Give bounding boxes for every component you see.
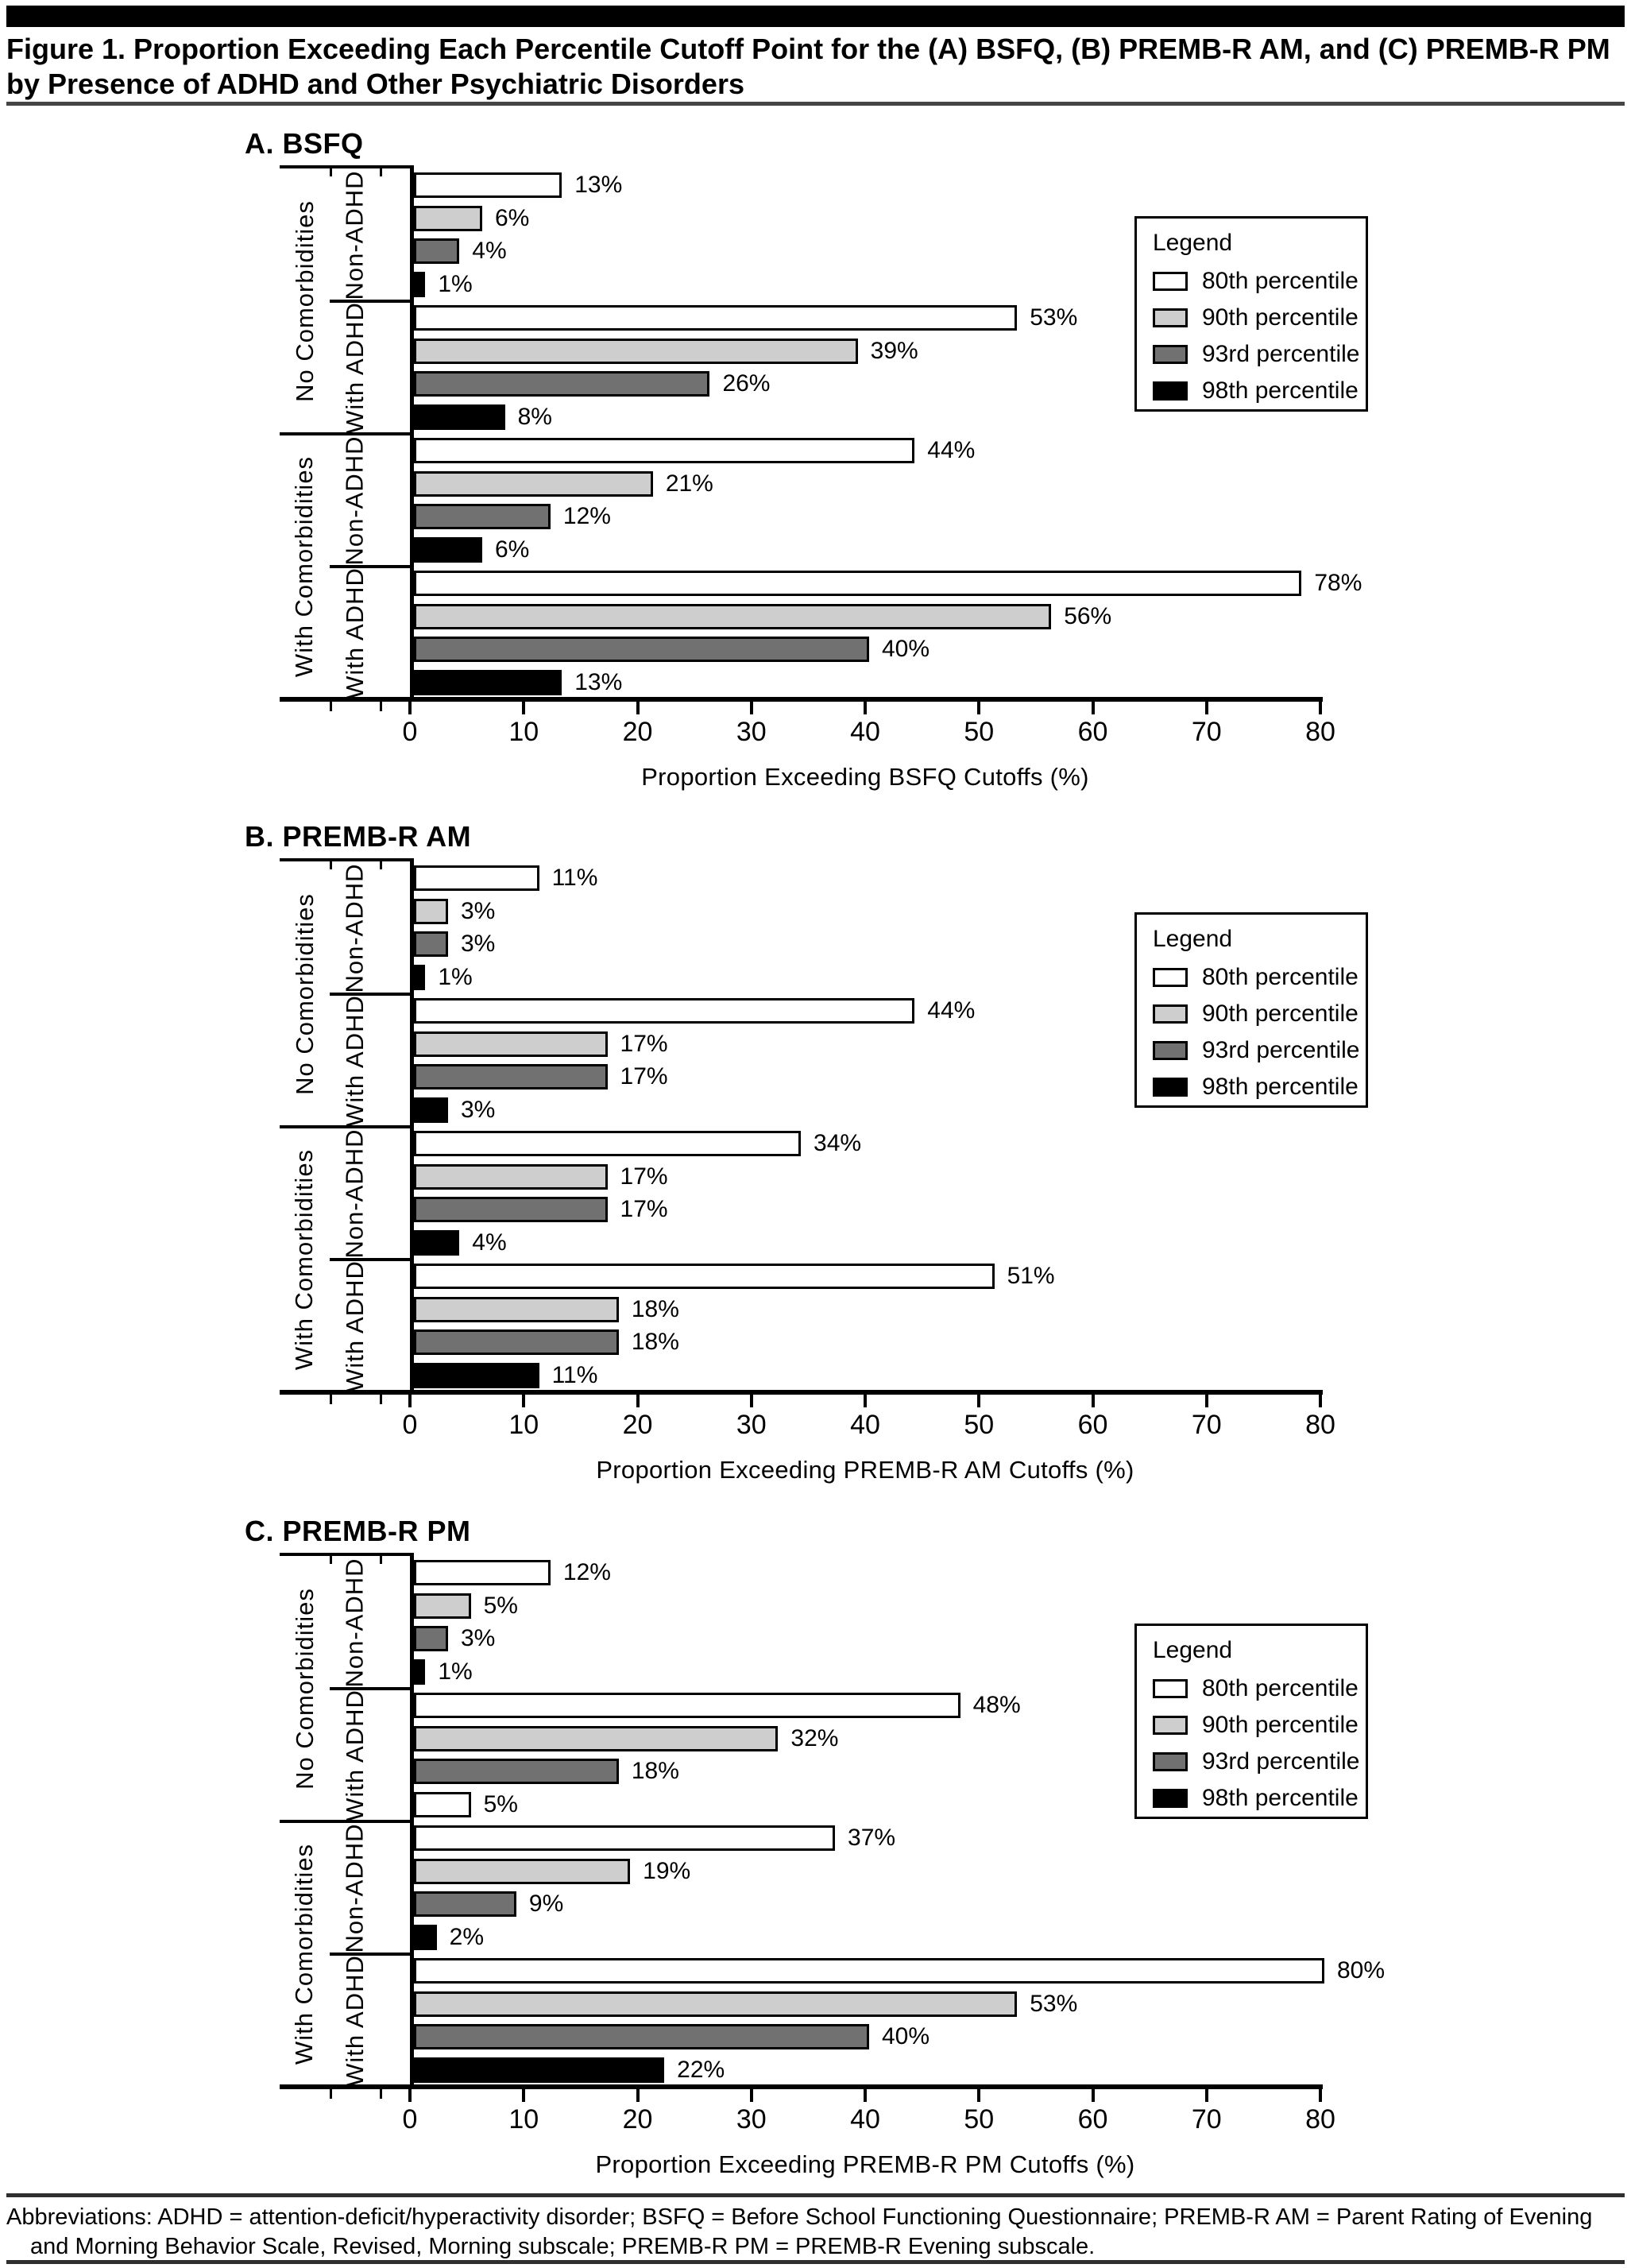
- bar-90th-percentile: [414, 1726, 778, 1751]
- bar-value-label: 3%: [460, 897, 496, 924]
- bar-98th-percentile: [414, 272, 425, 297]
- outer-group-label: With Comorbidities: [290, 455, 319, 678]
- bar-value-label: 19%: [643, 1857, 691, 1884]
- footer-rule-top: [6, 2193, 1625, 2197]
- x-axis-tick-label: 40: [850, 717, 880, 747]
- x-axis-tick-label: 80: [1305, 717, 1335, 747]
- subgroup-label: With ADHD: [340, 1260, 369, 1392]
- bar-93rd-percentile: [414, 1759, 619, 1784]
- legend-swatch-98th-percentile: [1153, 1789, 1188, 1808]
- bar-90th-percentile: [414, 471, 653, 497]
- bar-value-label: 78%: [1314, 569, 1362, 596]
- bar-value-label: 48%: [972, 1691, 1021, 1718]
- bar-value-label: 12%: [562, 503, 611, 530]
- bar-80th-percentile: [414, 1693, 960, 1718]
- bar-value-label: 12%: [562, 1558, 611, 1585]
- x-axis-minor-tick: [380, 2089, 382, 2099]
- title-rule: [6, 102, 1625, 106]
- bar-80th-percentile: [414, 172, 562, 198]
- bar-value-label: 44%: [927, 997, 976, 1024]
- subgroup-label: Non-ADHD: [340, 1128, 369, 1259]
- bar-90th-percentile: [414, 1593, 471, 1619]
- bar-value-label: 6%: [494, 204, 530, 231]
- x-axis-tick: [408, 1395, 412, 1407]
- outer-group-label-wrap: [280, 861, 330, 1127]
- bar-80th-percentile: [414, 305, 1017, 331]
- legend-item: [1153, 1744, 1360, 1780]
- x-axis-line: [280, 2084, 1323, 2089]
- x-axis-tick: [1319, 702, 1322, 714]
- x-axis-tick: [977, 1395, 980, 1407]
- x-axis-minor-tick: [330, 702, 332, 711]
- abbreviations-note: Abbreviations: ADHD = attention-deficit/hyperactivity disorder; BSFQ = Before School Functioning Questionnaire; PREMB-R AM = Parent Rating of Evening and Morning Behavior Scale, Revised, Morning subscale; PREMB-R PM = PREMB-R Evening subscale.: [6, 2204, 1593, 2259]
- panel-c-plot: [0, 1515, 1631, 2198]
- x-axis-tick-label: 30: [736, 2104, 767, 2134]
- outer-group-label: With Comorbidities: [290, 1148, 319, 1371]
- bar-value-label: 6%: [494, 536, 530, 563]
- bar-98th-percentile: [414, 1230, 459, 1256]
- bar-value-label: 18%: [631, 1758, 679, 1785]
- bar-value-label: 17%: [620, 1196, 668, 1223]
- legend-item: [1153, 1780, 1359, 1817]
- bar-value-label: 11%: [551, 864, 598, 891]
- bar-90th-percentile: [414, 1031, 608, 1057]
- bar-80th-percentile: [414, 571, 1301, 596]
- subgroup-label: Non-ADHD: [340, 435, 369, 566]
- x-axis-tick: [1205, 702, 1208, 714]
- bracket-notch: [380, 168, 382, 176]
- x-axis-title: Proportion Exceeding PREMB-R AM Cutoffs (%): [596, 1456, 1134, 1484]
- x-axis-minor-tick: [380, 702, 382, 711]
- x-axis-tick-label: 30: [736, 717, 767, 747]
- legend-item: [1153, 336, 1360, 373]
- legend-item-label: 98th percentile: [1202, 377, 1359, 404]
- subgroup-label: With ADHD: [340, 567, 369, 699]
- bar-value-label: 1%: [438, 1658, 473, 1686]
- x-axis-tick-label: 10: [508, 717, 539, 747]
- x-axis-tick-label: 70: [1191, 717, 1222, 747]
- bar-value-label: 40%: [882, 2023, 930, 2050]
- bar-80th-percentile: [414, 1131, 801, 1156]
- bar-value-label: 1%: [438, 964, 473, 991]
- subgroup-label-wrap: [330, 861, 380, 994]
- bar-80th-percentile: [414, 1264, 995, 1289]
- bar-value-label: 3%: [460, 1097, 496, 1124]
- bar-value-label: 53%: [1030, 304, 1078, 331]
- x-axis-tick-label: 10: [508, 1410, 539, 1440]
- x-axis-tick: [864, 2089, 867, 2102]
- outer-group-label-wrap: [280, 434, 330, 699]
- legend-title: Legend: [1153, 926, 1233, 952]
- x-axis-tick: [977, 2089, 980, 2102]
- panel-a-plot: [0, 127, 1631, 811]
- x-axis-tick-label: 30: [736, 1410, 767, 1440]
- bar-93rd-percentile: [414, 238, 459, 264]
- bar-value-label: 5%: [483, 1592, 518, 1619]
- bar-value-label: 9%: [528, 1891, 564, 1918]
- bar-80th-percentile: [414, 865, 539, 891]
- x-axis-tick-label: 80: [1305, 1410, 1335, 1440]
- bar-value-label: 8%: [517, 404, 552, 431]
- bar-98th-percentile: [414, 670, 562, 695]
- bar-value-label: 17%: [620, 1030, 668, 1057]
- x-axis-line: [280, 1390, 1323, 1395]
- bar-value-label: 56%: [1064, 602, 1112, 629]
- x-axis-tick: [977, 702, 980, 714]
- x-axis-tick-label: 60: [1077, 717, 1108, 747]
- bar-90th-percentile: [414, 1164, 608, 1190]
- legend-item-label: 80th percentile: [1202, 268, 1359, 294]
- x-axis-tick: [522, 2089, 525, 2102]
- legend-item: [1153, 1670, 1359, 1707]
- legend-box: [1134, 912, 1368, 1108]
- bar-90th-percentile: [414, 1991, 1017, 2017]
- bar-98th-percentile: [414, 1792, 471, 1817]
- bar-93rd-percentile: [414, 504, 551, 529]
- bar-98th-percentile: [414, 2057, 664, 2083]
- x-axis-minor-tick: [380, 1395, 382, 1404]
- bar-80th-percentile: [414, 1560, 551, 1585]
- legend-item-label: 93rd percentile: [1202, 1748, 1360, 1775]
- subgroup-label: With ADHD: [340, 994, 369, 1127]
- bar-value-label: 17%: [620, 1063, 668, 1090]
- bar-80th-percentile: [414, 1958, 1324, 1984]
- bar-98th-percentile: [414, 1925, 437, 1950]
- bar-93rd-percentile: [414, 637, 869, 662]
- subgroup-label-wrap: [330, 1821, 380, 1954]
- bar-93rd-percentile: [414, 2024, 869, 2049]
- bar-93rd-percentile: [414, 1329, 619, 1355]
- legend-item-label: 90th percentile: [1202, 304, 1359, 331]
- bar-90th-percentile: [414, 206, 482, 231]
- panel-b-premb-r-am: [0, 820, 1631, 1504]
- subgroup-label-wrap: [330, 1689, 380, 1821]
- bar-98th-percentile: [414, 1363, 539, 1388]
- bar-value-label: 18%: [631, 1329, 679, 1356]
- outer-group-label-wrap: [280, 1127, 330, 1392]
- x-axis-tick: [636, 2089, 640, 2102]
- subgroup-label-wrap: [330, 1954, 380, 2087]
- x-axis-tick: [1092, 702, 1095, 714]
- x-axis-tick-label: 0: [402, 717, 418, 747]
- x-axis-tick-label: 70: [1191, 1410, 1222, 1440]
- x-axis-tick: [1205, 2089, 1208, 2102]
- bar-90th-percentile: [414, 604, 1051, 629]
- bar-value-label: 4%: [472, 1229, 507, 1256]
- subgroup-label: With ADHD: [340, 1689, 369, 1821]
- x-axis-tick: [408, 2089, 412, 2102]
- bar-93rd-percentile: [414, 1626, 448, 1651]
- outer-group-label: With Comorbidities: [290, 1843, 319, 2065]
- x-axis-line: [280, 697, 1323, 702]
- legend-box: [1134, 1624, 1368, 1819]
- legend-swatch-93rd-percentile: [1153, 345, 1188, 364]
- bar-98th-percentile: [414, 537, 482, 563]
- legend-item-label: 93rd percentile: [1202, 341, 1360, 367]
- subgroup-label-wrap: [330, 1127, 380, 1260]
- bar-90th-percentile: [414, 899, 448, 924]
- legend-swatch-80th-percentile: [1153, 1679, 1188, 1698]
- x-axis-tick: [750, 1395, 753, 1407]
- bar-98th-percentile: [414, 1659, 425, 1685]
- bar-98th-percentile: [414, 965, 425, 990]
- bar-90th-percentile: [414, 1297, 619, 1322]
- x-axis-tick-label: 50: [964, 717, 995, 747]
- bar-value-label: 3%: [460, 1625, 496, 1652]
- legend-swatch-98th-percentile: [1153, 1078, 1188, 1097]
- bar-value-label: 1%: [438, 271, 473, 298]
- x-axis-tick: [1092, 2089, 1095, 2102]
- subgroup-label: Non-ADHD: [340, 1822, 369, 1953]
- x-axis-tick: [1319, 1395, 1322, 1407]
- bar-98th-percentile: [414, 404, 505, 430]
- legend-item-label: 80th percentile: [1202, 1675, 1359, 1701]
- bar-value-label: 11%: [551, 1362, 598, 1389]
- bar-90th-percentile: [414, 339, 858, 364]
- x-axis-tick-label: 10: [508, 2104, 539, 2134]
- panel-a-bsfq: [0, 127, 1631, 811]
- x-axis-tick-label: 60: [1077, 2104, 1108, 2134]
- bracket-notch: [380, 861, 382, 869]
- x-axis-tick: [522, 1395, 525, 1407]
- bar-80th-percentile: [414, 438, 914, 463]
- figure-title: Figure 1. Proportion Exceeding Each Percentile Cutoff Point for the (A) BSFQ, (B) PREMB-R AM, and (C) PREMB-R PM by Presence of ADHD and Other Psychiatric Disorders: [6, 33, 1610, 100]
- bar-value-label: 3%: [460, 931, 496, 958]
- bar-value-label: 13%: [574, 669, 623, 696]
- subgroup-label-wrap: [330, 168, 380, 301]
- legend-swatch-80th-percentile: [1153, 968, 1188, 987]
- panel-title-b: B. PREMB-R AM: [245, 820, 472, 853]
- x-axis-tick-label: 70: [1191, 2104, 1222, 2134]
- x-axis-tick: [1092, 1395, 1095, 1407]
- legend-swatch-93rd-percentile: [1153, 1752, 1188, 1771]
- legend-item: [1153, 996, 1359, 1032]
- legend-item: [1153, 373, 1359, 409]
- legend-box: [1134, 216, 1368, 412]
- legend-title: Legend: [1153, 230, 1233, 256]
- x-axis-tick-label: 0: [402, 2104, 418, 2134]
- bar-93rd-percentile: [414, 1064, 608, 1089]
- legend-item-label: 90th percentile: [1202, 1712, 1359, 1738]
- bar-93rd-percentile: [414, 1197, 608, 1222]
- x-axis-tick: [522, 702, 525, 714]
- x-axis-tick-label: 20: [622, 717, 653, 747]
- bar-value-label: 39%: [870, 337, 918, 364]
- panel-title-c: C. PREMB-R PM: [245, 1515, 471, 1547]
- x-axis-tick-label: 40: [850, 2104, 880, 2134]
- x-axis-tick-label: 0: [402, 1410, 418, 1440]
- x-axis-tick: [636, 1395, 640, 1407]
- x-axis-tick: [750, 2089, 753, 2102]
- bar-value-label: 53%: [1030, 1990, 1078, 2017]
- bar-93rd-percentile: [414, 931, 448, 957]
- footer-rule-bottom: [6, 2260, 1625, 2264]
- legend-swatch-80th-percentile: [1153, 272, 1188, 291]
- bar-value-label: 4%: [472, 238, 507, 265]
- panel-b-plot: [0, 820, 1631, 1504]
- legend-item: [1153, 1707, 1359, 1744]
- panel-title-a: A. BSFQ: [245, 127, 364, 160]
- subgroup-label: Non-ADHD: [340, 169, 369, 300]
- legend-swatch-90th-percentile: [1153, 1004, 1188, 1024]
- x-axis-tick: [750, 702, 753, 714]
- x-axis-tick-label: 50: [964, 1410, 995, 1440]
- x-axis-tick-label: 20: [622, 1410, 653, 1440]
- outer-group-label: No Comorbidities: [290, 200, 319, 402]
- legend-swatch-90th-percentile: [1153, 1716, 1188, 1735]
- subgroup-label: With ADHD: [340, 1954, 369, 2087]
- legend-item: [1153, 1069, 1359, 1105]
- legend-title: Legend: [1153, 1637, 1233, 1663]
- legend-item-label: 98th percentile: [1202, 1074, 1359, 1100]
- bar-value-label: 13%: [574, 171, 623, 198]
- bar-value-label: 80%: [1337, 1956, 1386, 1984]
- x-axis-tick: [1319, 2089, 1322, 2102]
- x-axis-minor-tick: [330, 2089, 332, 2099]
- bracket-notch: [380, 1556, 382, 1564]
- x-axis-tick: [408, 702, 412, 714]
- subgroup-label-wrap: [330, 434, 380, 567]
- bar-value-label: 2%: [449, 1924, 484, 1951]
- bar-value-label: 17%: [620, 1163, 668, 1190]
- subgroup-label: With ADHD: [340, 301, 369, 434]
- bar-93rd-percentile: [414, 371, 709, 397]
- subgroup-label-wrap: [330, 1556, 380, 1689]
- x-axis-tick-label: 80: [1305, 2104, 1335, 2134]
- top-rule-thick: [6, 6, 1625, 27]
- subgroup-label-wrap: [330, 1260, 380, 1392]
- outer-group-label-wrap: [280, 168, 330, 434]
- legend-item-label: 93rd percentile: [1202, 1037, 1360, 1063]
- x-axis-tick-label: 50: [964, 2104, 995, 2134]
- legend-item: [1153, 263, 1359, 300]
- x-axis-tick: [636, 702, 640, 714]
- subgroup-label: Non-ADHD: [340, 862, 369, 993]
- legend-item-label: 80th percentile: [1202, 964, 1359, 990]
- bar-value-label: 5%: [483, 1791, 518, 1818]
- bar-value-label: 44%: [927, 436, 976, 463]
- x-axis-tick: [864, 1395, 867, 1407]
- bar-value-label: 22%: [677, 2057, 725, 2084]
- bar-93rd-percentile: [414, 1891, 516, 1917]
- outer-group-label: No Comorbidities: [290, 1588, 319, 1790]
- x-axis-tick-label: 60: [1077, 1410, 1108, 1440]
- legend-item: [1153, 300, 1359, 336]
- bar-value-label: 18%: [631, 1295, 679, 1322]
- outer-group-label-wrap: [280, 1556, 330, 1821]
- outer-group-label-wrap: [280, 1821, 330, 2087]
- x-axis-tick: [864, 702, 867, 714]
- bar-value-label: 34%: [814, 1129, 862, 1156]
- x-axis-minor-tick: [330, 1395, 332, 1404]
- bar-value-label: 51%: [1007, 1262, 1055, 1289]
- x-axis-tick-label: 40: [850, 1410, 880, 1440]
- bar-90th-percentile: [414, 1859, 630, 1884]
- subgroup-label-wrap: [330, 994, 380, 1127]
- subgroup-label-wrap: [330, 567, 380, 699]
- bar-value-label: 21%: [665, 470, 713, 497]
- panel-c-premb-r-pm: [0, 1515, 1631, 2198]
- outer-group-label: No Comorbidities: [290, 893, 319, 1095]
- legend-item: [1153, 1032, 1360, 1069]
- subgroup-label: Non-ADHD: [340, 1557, 369, 1688]
- legend-item-label: 98th percentile: [1202, 1785, 1359, 1811]
- bar-value-label: 32%: [790, 1724, 839, 1751]
- legend-swatch-90th-percentile: [1153, 308, 1188, 327]
- x-axis-title: Proportion Exceeding BSFQ Cutoffs (%): [641, 763, 1089, 791]
- bar-98th-percentile: [414, 1097, 448, 1123]
- legend-item-label: 90th percentile: [1202, 1000, 1359, 1027]
- x-axis-tick: [1205, 1395, 1208, 1407]
- subgroup-label-wrap: [330, 301, 380, 434]
- legend-swatch-98th-percentile: [1153, 381, 1188, 401]
- bar-80th-percentile: [414, 998, 914, 1024]
- bar-value-label: 37%: [848, 1824, 896, 1851]
- legend-swatch-93rd-percentile: [1153, 1041, 1188, 1060]
- bar-value-label: 26%: [722, 370, 771, 397]
- x-axis-tick-label: 20: [622, 2104, 653, 2134]
- x-axis-title: Proportion Exceeding PREMB-R PM Cutoffs (%): [595, 2150, 1135, 2178]
- bar-80th-percentile: [414, 1825, 835, 1851]
- bar-value-label: 40%: [882, 636, 930, 663]
- legend-item: [1153, 959, 1359, 996]
